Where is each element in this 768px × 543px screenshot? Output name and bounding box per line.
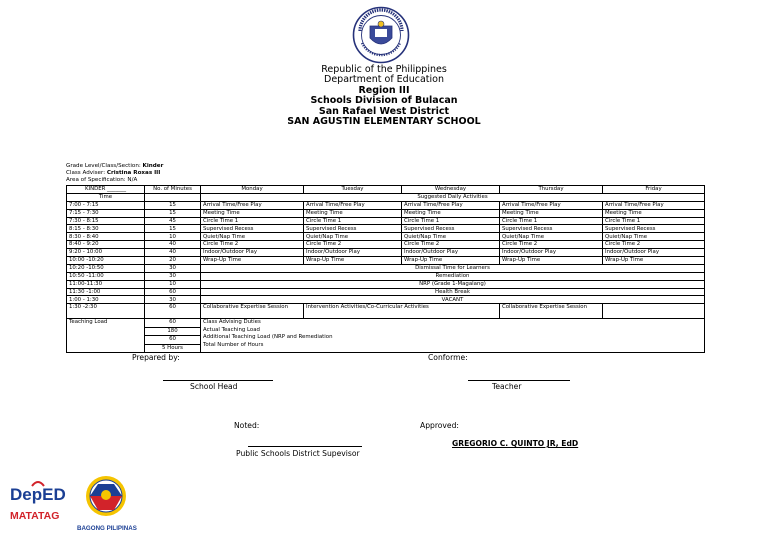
class-adviser-label: Class Adviser: bbox=[66, 170, 106, 176]
activity-cell: Indoor/Outdoor Play bbox=[201, 249, 304, 257]
time-cell: 1:00 - 1:30 bbox=[67, 296, 145, 304]
span-activity-cell: NRP (Grade 1-Magalang) bbox=[201, 280, 705, 288]
minutes-cell: 10 bbox=[145, 280, 201, 288]
activity-cell: Wrap-Up Time bbox=[304, 257, 402, 265]
activity-cell: Arrival Time/Free Play bbox=[500, 201, 603, 209]
approver-name: GREGORIO C. QUINTO JR, EdD bbox=[452, 439, 579, 448]
kinder-header: KINDER _______ bbox=[67, 186, 145, 194]
minutes-cell: 15 bbox=[145, 225, 201, 233]
minutes-cell: 20 bbox=[145, 257, 201, 265]
span-activity-cell: Dismissal Time for Learners bbox=[201, 264, 705, 272]
load-item: Total Number of Hours bbox=[203, 341, 264, 348]
activity-cell: Arrival Time/Free Play bbox=[201, 201, 304, 209]
header-division: Schools Division of Bulacan bbox=[310, 95, 458, 106]
day-header-wednesday: Wednesday bbox=[402, 186, 500, 194]
time-cell: 8:40 - 9:20 bbox=[67, 241, 145, 249]
activity-cell: Indoor/Outdoor Play bbox=[304, 249, 402, 257]
intervention-activities-cell: Intervention Activities/Co-Curricular Activities bbox=[304, 304, 500, 319]
svg-text:MATATAG: MATATAG bbox=[10, 510, 60, 522]
table-row bbox=[67, 209, 705, 217]
time-cell: 11:30 -1:00 bbox=[67, 288, 145, 296]
activity-cell: Quiet/Nap Time bbox=[603, 233, 705, 241]
activity-cell: Meeting Time bbox=[603, 209, 705, 217]
activity-cell: Supervised Recess bbox=[304, 225, 402, 233]
activity-cell: Circle Time 2 bbox=[402, 241, 500, 249]
svg-text:BAGONG PILIPINAS: BAGONG PILIPINAS bbox=[77, 525, 137, 532]
table-row bbox=[67, 241, 705, 249]
minutes-cell: 60 bbox=[145, 288, 201, 296]
table-header-row bbox=[67, 186, 705, 194]
activity-cell: Meeting Time bbox=[402, 209, 500, 217]
time-cell: 9:20 - 10:00 bbox=[67, 249, 145, 257]
table-row bbox=[67, 249, 705, 257]
deped-matatag-logo-icon bbox=[8, 474, 74, 530]
svg-text:DepED: DepED bbox=[10, 485, 66, 504]
collab-session-monday: Collaborative Expertise Session bbox=[201, 304, 304, 319]
span-activity-cell: Health Break bbox=[201, 288, 705, 296]
time-cell: 10:20 -10:50 bbox=[67, 264, 145, 272]
minutes-cell: 15 bbox=[145, 209, 201, 217]
day-header-thursday: Thursday bbox=[500, 186, 603, 194]
activity-cell: Indoor/Outdoor Play bbox=[402, 249, 500, 257]
table-row bbox=[67, 280, 705, 288]
time-cell: 8:30 - 8:40 bbox=[67, 233, 145, 241]
time-header-row bbox=[67, 193, 705, 201]
table-row bbox=[67, 272, 705, 280]
minutes-cell: 40 bbox=[145, 241, 201, 249]
minutes-cell: 15 bbox=[145, 201, 201, 209]
activity-cell: Meeting Time bbox=[201, 209, 304, 217]
psds-label: Public Schools District Supevisor bbox=[236, 449, 360, 458]
time-cell: 7:00 - 7:15 bbox=[67, 201, 145, 209]
time-header: Time bbox=[67, 193, 145, 201]
class-adviser-value: Cristina Roxas III bbox=[106, 170, 161, 176]
time-cell: 10:00 -10:20 bbox=[67, 257, 145, 265]
area-specification: Area of Specification: N/A bbox=[66, 177, 138, 183]
header-republic: Republic of the Philippines bbox=[321, 64, 447, 75]
noted-label: Noted: bbox=[234, 421, 260, 430]
activity-cell: Supervised Recess bbox=[603, 225, 705, 233]
load-minutes-value: 60 bbox=[145, 319, 200, 328]
activity-cell: Indoor/Outdoor Play bbox=[603, 249, 705, 257]
activity-cell: Circle Time 1 bbox=[304, 217, 402, 225]
minutes-cell: 30 bbox=[145, 272, 201, 280]
schedule-table bbox=[66, 185, 705, 353]
time-cell: 7:30 - 8:15 bbox=[67, 217, 145, 225]
collab-session-thursday: Collaborative Expertise Session bbox=[500, 304, 603, 319]
table-row bbox=[67, 296, 705, 304]
activity-cell: Circle Time 2 bbox=[304, 241, 402, 249]
minutes-header: No. of Minutes bbox=[145, 186, 201, 194]
friday-last-cell bbox=[603, 304, 705, 319]
activity-cell: Circle Time 1 bbox=[500, 217, 603, 225]
load-item: Class Advising Duties bbox=[203, 319, 261, 326]
conforme-label: Conforme: bbox=[428, 353, 468, 362]
teacher-signature-line bbox=[468, 380, 570, 381]
teaching-load-items bbox=[201, 319, 705, 353]
activity-cell: Arrival Time/Free Play bbox=[603, 201, 705, 209]
psds-signature-line bbox=[248, 446, 362, 447]
teaching-load-row bbox=[67, 319, 705, 353]
load-minutes-value: 60 bbox=[145, 336, 200, 345]
load-minutes-value: 180 bbox=[145, 328, 200, 337]
prepared-by-label: Prepared by: bbox=[132, 353, 180, 362]
time-cell: 11:00-11:30 bbox=[67, 280, 145, 288]
table-row bbox=[67, 304, 705, 319]
table-row bbox=[67, 201, 705, 209]
minutes-cell: 30 bbox=[145, 296, 201, 304]
activity-cell: Supervised Recess bbox=[402, 225, 500, 233]
load-item: Additional Teaching Load (NRP and Remediation bbox=[203, 334, 333, 341]
time-cell: 7:15 - 7:30 bbox=[67, 209, 145, 217]
header-region: Region III bbox=[358, 85, 410, 96]
approved-label: Approved: bbox=[420, 421, 459, 430]
class-adviser-line bbox=[66, 170, 160, 177]
activity-cell: Meeting Time bbox=[304, 209, 402, 217]
span-activity-cell: Remediation bbox=[201, 272, 705, 280]
header-department: Department of Education bbox=[324, 74, 444, 85]
activity-cell: Quiet/Nap Time bbox=[201, 233, 304, 241]
table-row bbox=[67, 217, 705, 225]
table-row bbox=[67, 233, 705, 241]
table-row bbox=[67, 264, 705, 272]
activity-cell: Circle Time 2 bbox=[603, 241, 705, 249]
teaching-load-minutes bbox=[145, 319, 201, 353]
activity-cell: Meeting Time bbox=[500, 209, 603, 217]
bagong-pilipinas-logo-icon bbox=[74, 474, 138, 534]
day-header-tuesday: Tuesday bbox=[304, 186, 402, 194]
table-row bbox=[67, 288, 705, 296]
activity-cell: Arrival Time/Free Play bbox=[304, 201, 402, 209]
teacher-label: Teacher bbox=[492, 382, 522, 391]
school-head-label: School Head bbox=[190, 382, 238, 391]
grade-level-value: Kinder bbox=[142, 163, 164, 169]
minutes-cell: 40 bbox=[145, 249, 201, 257]
activity-cell: Arrival Time/Free Play bbox=[402, 201, 500, 209]
activity-cell: Circle Time 2 bbox=[500, 241, 603, 249]
time-cell: 1:30 -2:30 bbox=[67, 304, 145, 319]
deped-seal-icon bbox=[352, 6, 410, 64]
time-cell: 8:15 - 8:30 bbox=[67, 225, 145, 233]
activity-cell: Wrap-Up Time bbox=[500, 257, 603, 265]
activity-cell: Circle Time 1 bbox=[201, 217, 304, 225]
school-head-signature-line bbox=[163, 380, 273, 381]
activity-cell: Circle Time 1 bbox=[603, 217, 705, 225]
activity-cell: Wrap-Up Time bbox=[402, 257, 500, 265]
activity-cell: Supervised Recess bbox=[201, 225, 304, 233]
activity-cell: Indoor/Outdoor Play bbox=[500, 249, 603, 257]
activity-cell: Quiet/Nap Time bbox=[304, 233, 402, 241]
header-school: SAN AGUSTIN ELEMENTARY SCHOOL bbox=[287, 116, 481, 127]
minutes-cell: 60 bbox=[145, 304, 201, 319]
activity-cell: Quiet/Nap Time bbox=[500, 233, 603, 241]
activity-cell: Circle Time 1 bbox=[402, 217, 500, 225]
table-row bbox=[67, 225, 705, 233]
minutes-cell: 30 bbox=[145, 264, 201, 272]
minutes-cell: 10 bbox=[145, 233, 201, 241]
activity-cell: Wrap-Up Time bbox=[603, 257, 705, 265]
day-header-monday: Monday bbox=[201, 186, 304, 194]
activity-cell: Circle Time 2 bbox=[201, 241, 304, 249]
activity-cell: Quiet/Nap Time bbox=[402, 233, 500, 241]
table-row bbox=[67, 257, 705, 265]
suggested-activities-header: Suggested Daily Activities bbox=[201, 193, 705, 201]
minutes-cell: 45 bbox=[145, 217, 201, 225]
grade-level-label: Grade Level/Class/Section: bbox=[66, 163, 141, 169]
header-district: San Rafael West District bbox=[318, 106, 450, 117]
teaching-load-label: Teaching Load bbox=[67, 319, 145, 353]
day-header-friday: Friday bbox=[603, 186, 705, 194]
activity-cell: Wrap-Up Time bbox=[201, 257, 304, 265]
load-item: Actual Teaching Load bbox=[203, 326, 260, 333]
time-cell: 10:50 -11:00 bbox=[67, 272, 145, 280]
grade-level-line bbox=[66, 163, 163, 170]
load-minutes-value: 5 Hours bbox=[162, 344, 183, 351]
span-activity-cell: VACANT bbox=[201, 296, 705, 304]
activity-cell: Supervised Recess bbox=[500, 225, 603, 233]
